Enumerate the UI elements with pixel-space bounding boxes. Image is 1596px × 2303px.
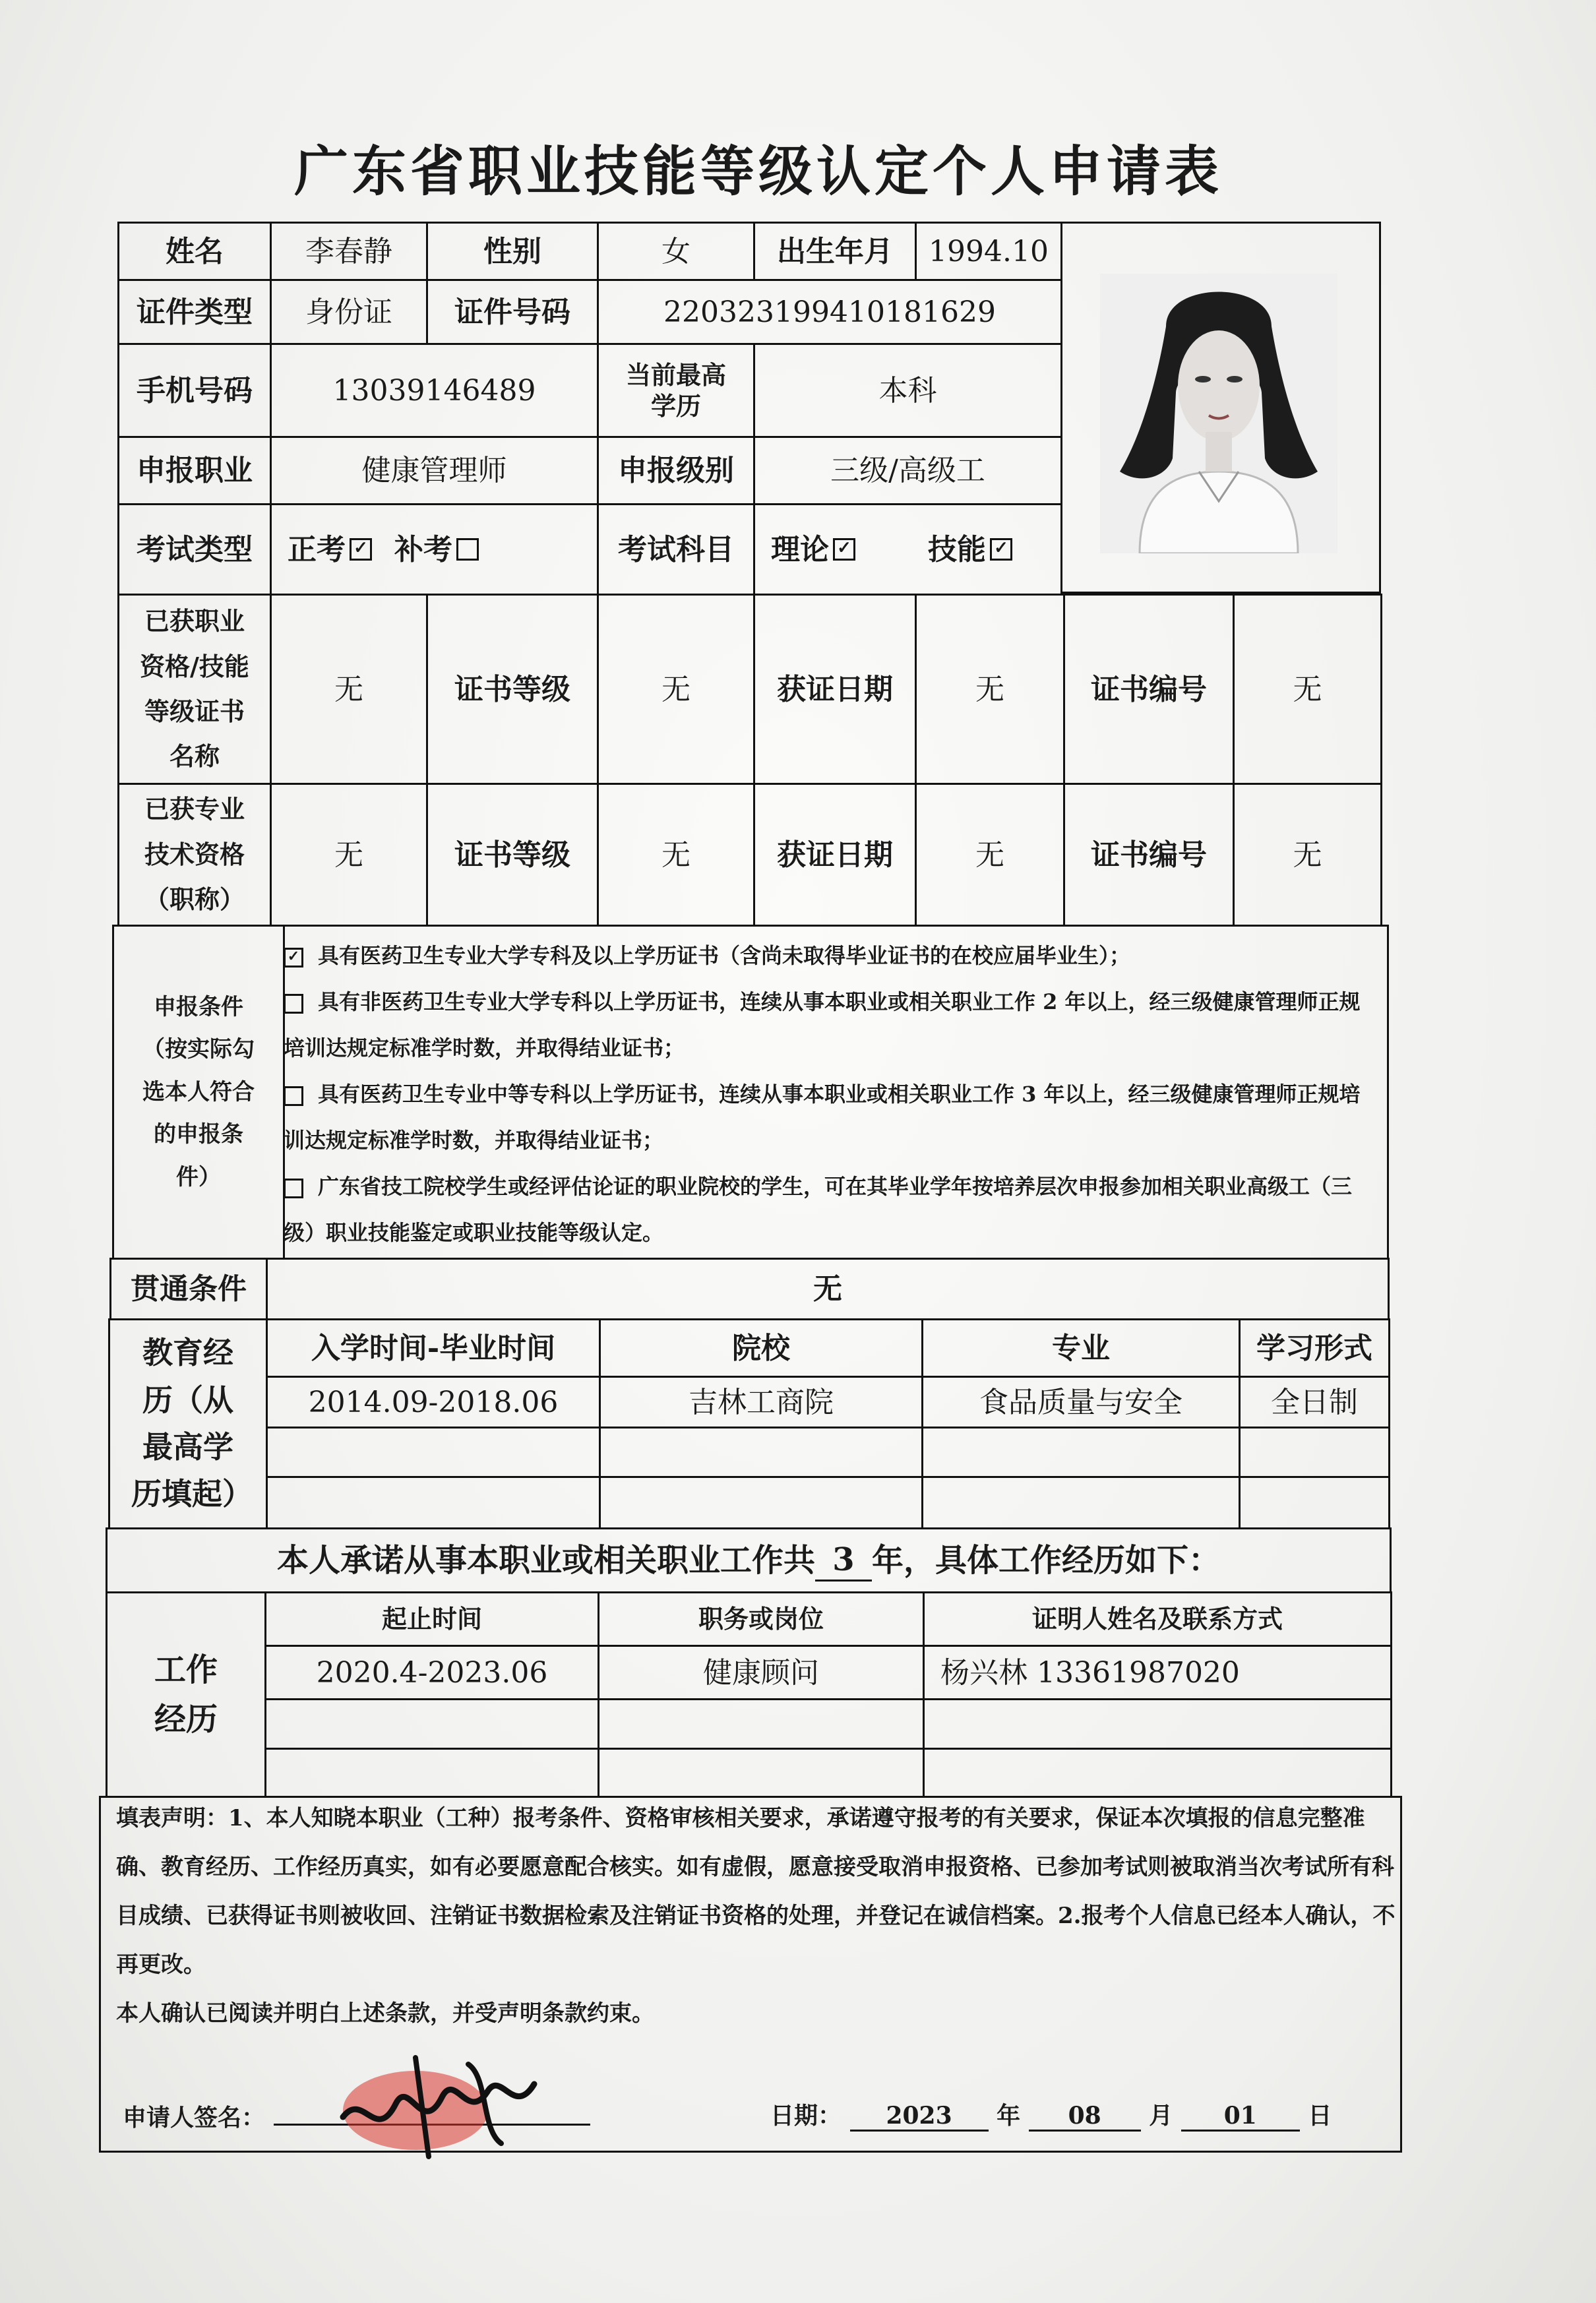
id-type-value: 身份证	[270, 279, 428, 345]
exam-subject-label: 考试科目	[597, 503, 755, 596]
cert-title-grade-label: 证书等级	[426, 783, 599, 927]
edu-row3-major[interactable]	[921, 1476, 1241, 1529]
condition-4-text: 广东省技工院校学生或经评估论证的职业院校的学生，可在其毕业学年按培养层次申报参加相关职业高级工（三级）职业技能鉴定或职业技能等级认定。	[284, 1174, 1353, 1245]
education-label: 教育经历（从最高学历填起）	[108, 1318, 268, 1529]
edu-row3-time[interactable]	[266, 1476, 601, 1529]
declaration	[116, 1794, 1396, 2038]
exam-formal-label: 正考	[288, 532, 346, 567]
cert-title-no: 无	[1233, 783, 1382, 927]
condition-4-checkbox[interactable]	[284, 1179, 303, 1198]
level-value: 三级/高级工	[753, 436, 1062, 505]
cert-qual-date: 无	[915, 594, 1065, 785]
id-type-label: 证件类型	[117, 279, 272, 345]
date-year: 2023	[850, 2102, 989, 2132]
condition-3	[284, 1071, 1380, 1163]
cert-title-grade: 无	[597, 783, 755, 927]
work-row3-reference[interactable]	[923, 1748, 1392, 1798]
name-value: 李春静	[270, 222, 428, 281]
cert-qual-label: 已获职业资格/技能等级证书名称	[117, 594, 272, 785]
education-level-label-line1: 当前最高	[625, 359, 726, 390]
form-title: 广东省职业技能等级认定个人申请表	[293, 140, 1223, 203]
cert-qual-date-label: 获证日期	[753, 594, 917, 785]
date-day: 01	[1181, 2102, 1300, 2132]
education-level-label-line2: 学历	[650, 391, 701, 421]
edu-row1-school: 吉林工商院	[599, 1376, 923, 1428]
signature-stamp	[317, 2031, 580, 2163]
phone-label: 手机号码	[117, 343, 272, 438]
work-pledge-suffix: 年，具体工作经历如下：	[872, 1542, 1221, 1579]
date-label: 日期：	[770, 2102, 842, 2130]
date-row	[770, 2097, 1332, 2132]
exam-type-label: 考试类型	[117, 503, 272, 596]
edu-row3-mode[interactable]	[1239, 1476, 1390, 1529]
birth-label: 出生年月	[753, 222, 917, 281]
edu-header-mode: 学习形式	[1239, 1318, 1390, 1378]
subject-skill-label: 技能	[928, 532, 986, 567]
education-level-value: 本科	[753, 343, 1062, 438]
edu-row1-major: 食品质量与安全	[921, 1376, 1241, 1428]
condition-3-text: 具有医药卫生专业中等专科以上学历证书，连续从事本职业或相关职业工作 3 年以上，经三级健康管理师正规培训达规定标准学时数，并取得结业证书；	[284, 1082, 1361, 1153]
through-value: 无	[266, 1258, 1390, 1320]
exam-makeup-label: 补考	[394, 532, 452, 567]
job-label: 申报职业	[117, 436, 272, 505]
id-no-value: 220323199410181629	[597, 279, 1062, 345]
cert-qual-grade-label: 证书等级	[426, 594, 599, 785]
work-header-reference: 证明人姓名及联系方式	[923, 1591, 1392, 1647]
condition-4	[284, 1163, 1380, 1256]
work-header-position: 职务或岗位	[598, 1591, 925, 1647]
work-row2-position[interactable]	[598, 1698, 925, 1750]
exam-type-options	[270, 503, 599, 596]
job-value: 健康管理师	[270, 436, 599, 505]
id-no-label: 证件号码	[426, 279, 599, 345]
condition-2-text: 具有非医药卫生专业大学专科以上学历证书，连续从事本职业或相关职业工作 2 年以上，经三级健康管理师正规培训达规定标准学时数，并取得结业证书；	[284, 989, 1361, 1060]
level-label: 申报级别	[597, 436, 755, 505]
date-month: 08	[1029, 2102, 1141, 2132]
subject-theory-checkbox[interactable]: ✓	[833, 538, 855, 561]
condition-2-checkbox[interactable]	[284, 994, 303, 1014]
work-pledge	[106, 1527, 1392, 1593]
signature-label: 申请人签名：	[123, 2104, 266, 2132]
edu-row3-school[interactable]	[599, 1476, 923, 1529]
exam-makeup-checkbox[interactable]	[456, 538, 479, 561]
edu-row1-mode: 全日制	[1239, 1376, 1390, 1428]
condition-1-checkbox[interactable]: ✓	[284, 948, 303, 967]
date-year-unit: 年	[997, 2102, 1021, 2130]
work-row3-time[interactable]	[264, 1748, 599, 1798]
work-header-time: 起止时间	[264, 1591, 599, 1647]
cert-title-no-label: 证书编号	[1063, 783, 1235, 927]
work-row1-time: 2020.4-2023.06	[264, 1645, 599, 1700]
birth-value: 1994.10	[915, 222, 1062, 281]
cert-qual-grade: 无	[597, 594, 755, 785]
conditions-label: 申报条件（按实际勾选本人符合的申报条件）	[112, 925, 285, 1260]
condition-1	[284, 933, 1380, 979]
applicant-photo	[1100, 274, 1337, 553]
cert-qual-no-label: 证书编号	[1063, 594, 1235, 785]
subject-skill-checkbox[interactable]: ✓	[990, 538, 1012, 561]
condition-3-checkbox[interactable]	[284, 1086, 303, 1106]
declaration-text: 填表声明：1、本人知晓本职业（工种）报考条件、资格审核相关要求，承诺遵守报考的有关要求，保证本次填报的信息完整准确、教育经历、工作经历真实，如有必要愿意配合核实。如有虚假，愿意接受取消申报资格、已参加考试则被取消当次考试所有科目成绩、已获得证书则被收回、注销证书数据检索及注销证书资格的处理，并登记在诚信档案。2.报考个人信息已经本人确认，不再更改。	[116, 1805, 1396, 1978]
edu-row2-time[interactable]	[266, 1427, 601, 1478]
edu-row1-time: 2014.09-2018.06	[266, 1376, 601, 1428]
work-row1-reference: 杨兴林 13361987020	[923, 1645, 1392, 1700]
exam-subject-options	[753, 503, 1062, 596]
gender-label: 性别	[426, 222, 599, 281]
work-label: 工作经历	[106, 1591, 266, 1798]
cert-qual-no: 无	[1233, 594, 1382, 785]
work-row3-position[interactable]	[598, 1748, 925, 1798]
date-day-unit: 日	[1308, 2102, 1332, 2130]
condition-2	[284, 979, 1380, 1071]
gender-value: 女	[597, 222, 755, 281]
cert-title-label: 已获专业技术资格（职称）	[117, 783, 272, 927]
portrait-image	[1100, 274, 1337, 553]
cert-title-date: 无	[915, 783, 1065, 927]
education-level-label	[597, 343, 755, 438]
confirm-text: 本人确认已阅读并明白上述条款，并受声明条款约束。	[116, 2000, 654, 2027]
work-pledge-prefix: 本人承诺从事本职业或相关职业工作共	[276, 1542, 815, 1579]
name-label: 姓名	[117, 222, 272, 281]
cert-title-date-label: 获证日期	[753, 783, 917, 927]
work-row2-reference[interactable]	[923, 1698, 1392, 1750]
cert-title-name: 无	[270, 783, 428, 927]
exam-formal-checkbox[interactable]: ✓	[350, 538, 372, 561]
edu-header-school: 院校	[599, 1318, 923, 1378]
subject-theory-label: 理论	[771, 532, 829, 567]
edu-row2-mode[interactable]	[1239, 1427, 1390, 1478]
edu-row2-school[interactable]	[599, 1427, 923, 1478]
conditions-list	[281, 923, 1389, 1258]
work-row1-position: 健康顾问	[598, 1645, 925, 1700]
phone-value: 13039146489	[270, 343, 599, 438]
edu-row2-major[interactable]	[921, 1427, 1241, 1478]
work-years: 3	[815, 1540, 872, 1581]
through-label: 贯通条件	[109, 1258, 268, 1320]
date-month-unit: 月	[1149, 2102, 1173, 2130]
work-row2-time[interactable]	[264, 1698, 599, 1750]
edu-header-time: 入学时间-毕业时间	[266, 1318, 601, 1378]
cert-qual-name: 无	[270, 594, 428, 785]
condition-1-text: 具有医药卫生专业大学专科及以上学历证书（含尚未取得毕业证书的在校应届毕业生）；	[318, 943, 1131, 968]
edu-header-major: 专业	[921, 1318, 1241, 1378]
